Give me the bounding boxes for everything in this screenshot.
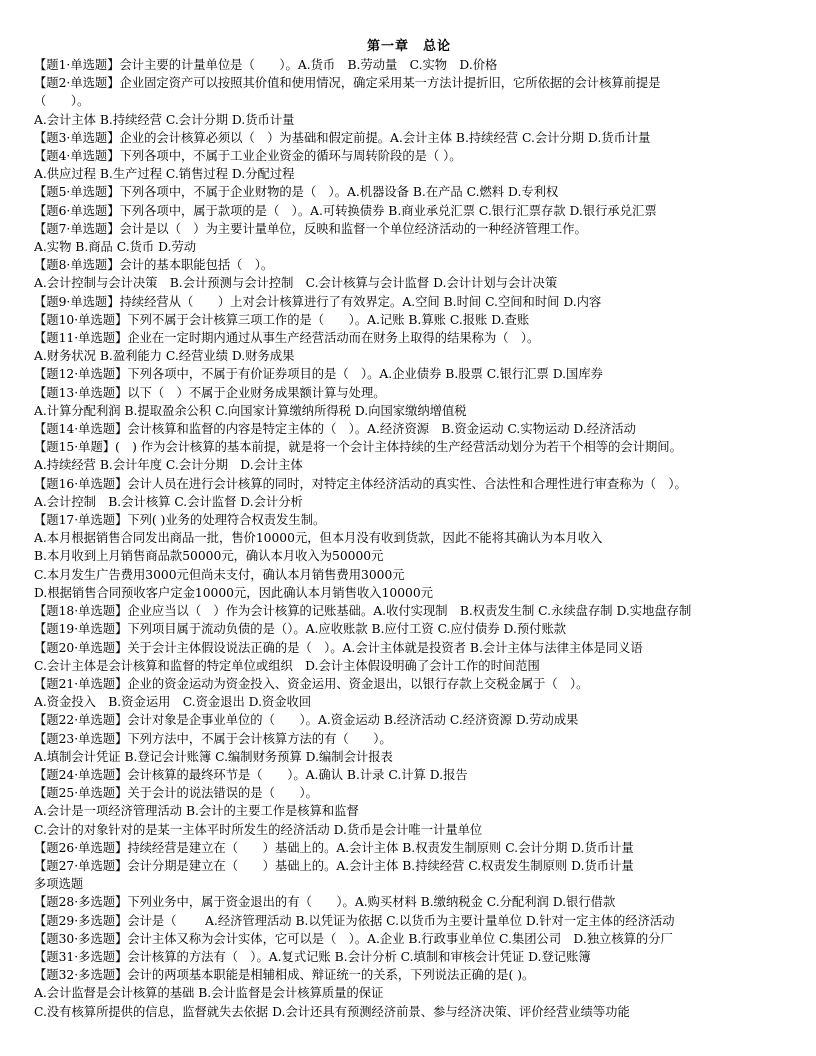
text-line: 【题25·单选题】关于会计的说法错误的是（ ）。 bbox=[34, 786, 318, 801]
text-line: 【题28·多选题】下列业务中，属于资金退出的有（ ）。A.购买材料 B.缴纳税金 C.分配利润 D.银行借款 bbox=[34, 895, 616, 910]
text-line: 【题16·单选题】会计人员在进行会计核算的同时，对特定主体经济活动的真实性、合法性和合理性进行审查称为（ ）。 bbox=[34, 476, 687, 491]
text-line: A.实物 B.商品 C.货币 D.劳动 bbox=[34, 240, 197, 255]
text-line: A.会计控制 B.会计核算 C.会计监督 D.会计分析 bbox=[34, 494, 303, 509]
text-line: 【题10·单选题】下列不属于会计核算三项工作的是（ ）。A.记账 B.算账 C.报账 D.查账 bbox=[34, 312, 530, 327]
text-line: B.本月收到上月销售商品款50000元，确认本月收入为50000元 bbox=[34, 549, 384, 564]
text-line: 【题14·单选题】会计核算和监督的内容是特定主体的（ ）。A.经济资源 B.资金运动 C.实物运动 D.经济活动 bbox=[34, 422, 636, 437]
text-line: C.没有核算所提供的信息，监督就失去依据 D.会计还具有预测经济前景、参与经济决策、评价经营业绩等功能 bbox=[34, 1004, 630, 1019]
text-line: 【题20·单选题】关于会计主体假设说法正确的是（ ）。A.会计主体就是投资者 B.会计主体与法律主体是同义语 bbox=[34, 640, 643, 655]
text-line: A.会计监督是会计核算的基础 B.会计监督是会计核算质量的保证 bbox=[34, 986, 384, 1001]
text-line: A.本月根据销售合同发出商品一批，售价10000元，但本月没有收到货款，因此不能将其确认为本月收入 bbox=[34, 531, 603, 546]
text-line: A.持续经营 B.会计年度 C.会计分期 D.会计主体 bbox=[34, 458, 303, 473]
text-line: A.资金投入 B.资金运用 C.资金退出 D.资金收回 bbox=[34, 695, 312, 710]
text-line: A.计算分配利润 B.提取盈余公积 C.向国家计算缴纳所得税 D.向国家缴纳增值税 bbox=[34, 403, 467, 418]
text-line: （ ）。 bbox=[34, 94, 90, 109]
text-line: 【题18·单选题】企业应当以（ ）作为会计核算的记账基础。A.收付实现制 B.权责发生制 C.永续盘存制 D.实地盘存制 bbox=[34, 604, 692, 619]
text-line: 【题3·单选题】企业的会计核算必须以（ ）为基础和假定前提。A.会计主体 B.持续经营 C.会计分期 D.货币计量 bbox=[34, 130, 651, 145]
text-line: C.会计的对象针对的是某一主体平时所发生的经济活动 D.货币是会计唯一计量单位 bbox=[34, 822, 483, 837]
text-line: C.会计主体是会计核算和监督的特定单位或组织 D.会计主体假设明确了会计工作的时间范围 bbox=[34, 658, 540, 673]
text-line: 【题26·单选题】持续经营是建立在（ ）基础上的。A.会计主体 B.权责发生制原则 C.会计分期 D.货币计量 bbox=[34, 840, 634, 855]
text-line: A.会计主体 B.持续经营 C.会计分期 D.货币计量 bbox=[34, 112, 295, 127]
text-line: 【题22·单选题】会计对象是企事业单位的（ ）。A.资金运动 B.经济活动 C.经济资源 D.劳动成果 bbox=[34, 713, 579, 728]
text-line: 【题21·单选题】企业的资金运动为资金投入、资金运用、资金退出，以银行存款上交税金属于（ ）。 bbox=[34, 676, 589, 691]
question-list bbox=[34, 56, 784, 875]
text-line: A.财务状况 B.盈利能力 C.经营业绩 D.财务成果 bbox=[34, 349, 295, 364]
text-line: 【题23·单选题】下列方法中，不属于会计核算方法的有（ ）。 bbox=[34, 731, 392, 746]
text-line: A.填制会计凭证 B.登记会计账簿 C.编制财务预算 D.编制会计报表 bbox=[34, 749, 393, 764]
text-line: 【题19·单选题】下列项目属于流动负债的是（）。A.应收账款 B.应付工资 C.应付债券 D.预付账款 bbox=[34, 622, 567, 637]
text-line: D.根据销售合同预收客户定金10000元，因此确认本月销售收入10000元 bbox=[34, 585, 433, 600]
text-line: 【题13·单选题】以下（ ）不属于企业财务成果额计算与处理。 bbox=[34, 385, 386, 400]
question-list-multiple bbox=[34, 893, 784, 1020]
section-heading-multiple-choice: 多项选题 bbox=[34, 877, 84, 892]
text-line: 【题30·多选题】会计主体又称为会计实体，它可以是（ ）。A.企业 B.行政事业单位 C.集团公司 D.独立核算的分厂 bbox=[34, 931, 673, 946]
text-line: 【题24·单选题】会计核算的最终环节是（ ）。A.确认 B.计录 C.计算 D.报告 bbox=[34, 767, 468, 782]
text-line: 【题27·单选题】会计分期是建立在（ ）基础上的。A.会计主体 B.持续经营 C.权责发生制原则 D.货币计量 bbox=[34, 858, 634, 873]
text-line: 【题6·单选题】下列各项中，属于款项的是（ ）。A.可转换债券 B.商业承兑汇票 C.银行汇票存款 D.银行承兑汇票 bbox=[34, 203, 657, 218]
text-line: 【题12·单选题】下列各项中，不属于有价证券项目的是（ ）。A.企业债券 B.股票 C.银行汇票 D.国库券 bbox=[34, 367, 603, 382]
text-line: 【题17·单选题】下列( )业务的处理符合权责发生制。 bbox=[34, 513, 326, 528]
text-line: 【题2·单选题】企业固定资产可以按照其价值和使用情况，确定采用某一方法计提折旧，它所依据的会计核算前提是 bbox=[34, 76, 661, 91]
text-line: 【题1·单选题】会计主要的计量单位是（ ）。A.货币 B.劳动量 C.实物 D.价格 bbox=[34, 58, 498, 72]
text-line: A.供应过程 B.生产过程 C.销售过程 D.分配过程 bbox=[34, 167, 295, 182]
text-line: A.会计控制与会计决策 B.会计预测与会计控制 C.会计核算与会计监督 D.会计计划与会计决策 bbox=[34, 276, 558, 291]
text-line: 【题11·单选题】企业在一定时期内通过从事生产经营活动而在财务上取得的结果称为（ ）。 bbox=[34, 331, 540, 346]
text-line: A.会计是一项经济管理活动 B.会计的主要工作是核算和监督 bbox=[34, 804, 359, 819]
text-line: 【题5·单选题】下列各项中，不属于企业财物的是（ ）。A.机器设备 B.在产品 C.燃料 D.专利权 bbox=[34, 185, 559, 200]
text-line: C.本月发生广告费用3000元但尚未支付，确认本月销售费用3000元 bbox=[34, 567, 405, 582]
text-line: 【题8·单选题】会计的基本职能包括（ ）。 bbox=[34, 258, 274, 273]
chapter-title: 第一章 总论 bbox=[366, 39, 451, 54]
text-line: 【题32·多选题】会计的两项基本职能是相辅相成、辩证统一的关系，下列说法正确的是( )。 bbox=[34, 968, 535, 983]
document-page bbox=[34, 38, 784, 1021]
text-line: 【题29·多选题】会计是（ A.经济管理活动 B.以凭证为依据 C.以货币为主要计量单位 D.针对一定主体的经济活动 bbox=[34, 913, 675, 928]
text-line: 【题7·单选题】会计是以（ ）为主要计量单位，反映和监督一个单位经济活动的一种经济管理工作。 bbox=[34, 221, 587, 236]
text-line: 【题31·多选题】会计核算的方法有（ ）。A.复式记账 B.会计分析 C.填制和审核会计凭证 D.登记账簿 bbox=[34, 949, 591, 964]
text-line: 【题15·单题】( ) 作为会计核算的基本前提，就是将一个会计主体持续的生产经营活动划分为若干个相等的会计期间。 bbox=[34, 440, 682, 455]
text-line: 【题4·单选题】下列各项中，不属于工业企业资金的循环与周转阶段的是（ ）。 bbox=[34, 149, 462, 164]
text-line: 【题9·单选题】持续经营从（ ）上对会计核算进行了有效界定。A.空间 B.时间 C.空间和时间 D.内容 bbox=[34, 294, 602, 309]
